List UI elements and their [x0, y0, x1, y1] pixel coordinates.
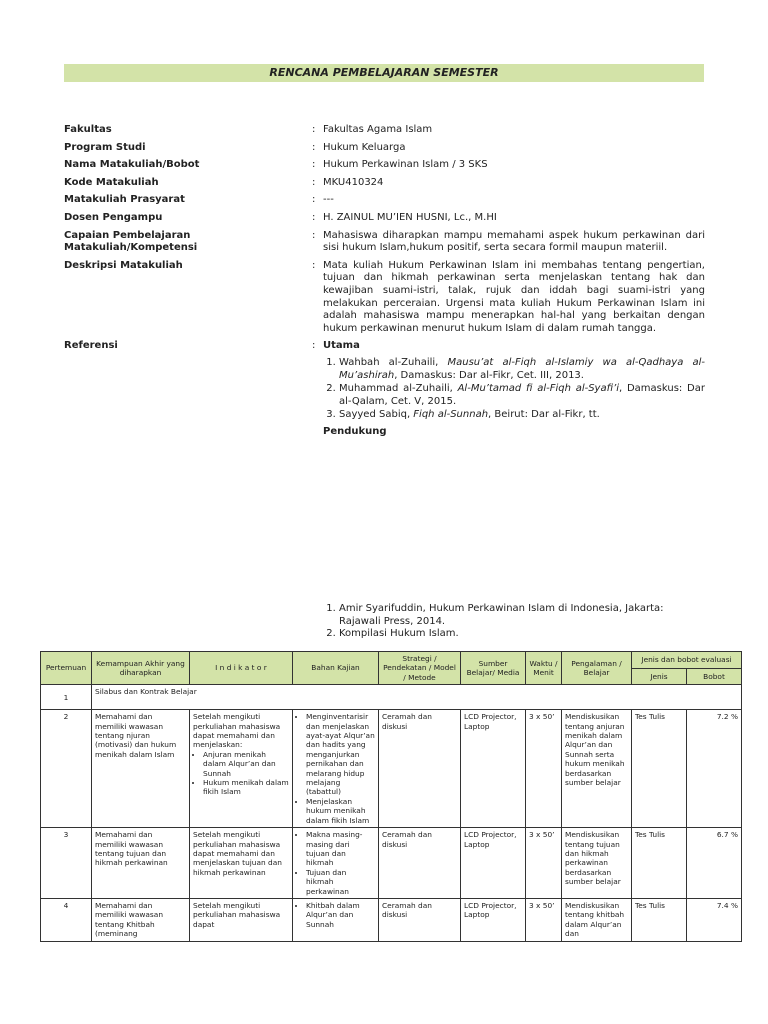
info-label: Fakultas [64, 124, 112, 135]
cell-pertemuan: 1 [41, 685, 92, 710]
bahan-list [296, 901, 375, 929]
header-kemampuan: Kemampuan Akhir yang diharapkan [92, 652, 190, 685]
info-colon: : [312, 124, 316, 135]
info-row-kode [64, 177, 705, 190]
indikator-intro: Setelah mengikuti perkuliahan mahasiswa dapat memahami dan menjelaskan: [193, 712, 281, 750]
cell-jenis: Tes Tulis [632, 710, 687, 828]
cell-sumber: LCD Projector, Laptop [461, 710, 526, 828]
info-label: Dosen Pengampu [64, 211, 163, 223]
info-label: Kode Matakuliah [64, 176, 159, 188]
info-row-referensi [64, 340, 705, 438]
rps-table [40, 651, 742, 942]
table-row [41, 898, 742, 941]
info-colon: : [312, 340, 316, 352]
header-jenis: Jenis [632, 668, 687, 685]
info-row-dosen [64, 212, 705, 225]
info-value: MKU410324 [323, 176, 384, 188]
cell-bahan [293, 828, 379, 899]
info-colon: : [312, 176, 316, 188]
list-item: • Anjuran menikah dalam Alqur’an dan Sunnah [203, 750, 289, 778]
info-colon: : [312, 211, 316, 223]
info-value: Hukum Perkawinan Islam / 3 SKS [323, 159, 488, 171]
info-colon: : [312, 159, 316, 171]
header-waktu: Waktu / Menit [526, 652, 562, 685]
info-colon: : [312, 229, 316, 241]
list-item: • Khitbah dalam Alqur’an dan Sunnah [306, 901, 375, 929]
header-bahan: Bahan Kajian [293, 652, 379, 685]
cell-sumber: LCD Projector, Laptop [461, 828, 526, 899]
cell-kemampuan: Memahami dan memiliki wawasan tentang njuran (motivasi) dan hukum menikah dalam Islam [92, 710, 190, 828]
ref-author: Sayyed Sabiq, [339, 409, 414, 421]
referensi-utama-heading: Utama [323, 340, 360, 352]
info-colon: : [312, 194, 316, 206]
ref-publisher: , Damaskus: Dar al-Qalam, Cet. V, 2015. [339, 383, 705, 407]
cell-waktu: 3 x 50’ [526, 828, 562, 899]
header-indikator: I n d i k a t o r [190, 652, 293, 685]
list-item [339, 383, 705, 408]
info-label: Capaian Pembelajaran Matakuliah/Kompetensi [64, 229, 198, 254]
ref-title: Mausu’at al-Fiqh al-Islamiy wa al-Qadhaya al-Mu’ashirah [339, 356, 705, 381]
list-item [339, 357, 705, 382]
table-header-row [41, 652, 742, 669]
info-label: Program Studi [64, 141, 146, 153]
header-bobot: Bobot [687, 668, 742, 685]
cell-indikator: Setelah mengikuti perkuliahan mahasiswa dapat [190, 898, 293, 941]
list-item: • Tujuan dan hikmah perkawinan [306, 868, 375, 896]
ref-author: Muhammad al-Zuhaili, [339, 383, 458, 395]
ref-author: Wahbah al-Zuhaili, [339, 356, 448, 368]
cell-bobot: 7.2 % [687, 710, 742, 828]
info-colon: : [312, 141, 316, 153]
cell-bahan [293, 710, 379, 828]
list-item: 2. Kompilasi Hukum Islam. [339, 628, 705, 641]
list-item: • Menjelaskan hukum menikah dalam fikih Islam [306, 797, 375, 825]
list-item: • Menginventarisir dan menjelaskan ayat-ayat Alqur’an dan hadits yang menganjurkan pernikahan dan melarang hidup melajang (tabattul) [306, 712, 375, 797]
cell-pengalaman: Mendiskusikan tentang anjuran menikah dalam Alqur’an dan Sunnah serta hukum menikah berdasarkan sumber belajar [562, 710, 632, 828]
cell-indikator [190, 710, 293, 828]
bahan-list [296, 712, 375, 825]
cell-bahan [293, 898, 379, 941]
cell-pengalaman: Mendiskusikan tentang khitbah dalam Alqur’an dan [562, 898, 632, 941]
cell-pertemuan: 2 [41, 710, 92, 828]
cell-strategi: Ceramah dan diskusi [379, 898, 461, 941]
info-value: H. ZAINUL MU’IEN HUSNI, Lc., M.HI [323, 211, 497, 223]
cell-pengalaman: Mendiskusikan tentang tujuan dan hikmah perkawinan berdasarkan sumber belajar [562, 828, 632, 899]
indikator-list [193, 750, 289, 797]
cell-bobot: 7.4 % [687, 898, 742, 941]
info-value: Hukum Keluarga [323, 141, 406, 153]
info-row-program-studi [64, 142, 705, 155]
list-item: 1. Amir Syarifuddin, Hukum Perkawinan Islam di Indonesia, Jakarta: Rajawali Press, 2014. [339, 603, 705, 628]
cell-bobot: 6.7 % [687, 828, 742, 899]
table-row [41, 828, 742, 899]
info-label: Referensi [64, 340, 118, 352]
info-value: Mahasiswa diharapkan mampu memahami aspek hukum perkawinan dari sisi hukum Islam,hukum positif, serta secara formil maupun materiil. [323, 229, 705, 254]
header-sumber: Sumber Belajar/ Media [461, 652, 526, 685]
ref-publisher: , Beirut: Dar al-Fikr, tt. [488, 409, 600, 421]
bahan-list [296, 830, 375, 896]
cell-sumber: LCD Projector, Laptop [461, 898, 526, 941]
table-row [41, 710, 742, 828]
cell-waktu: 3 x 50’ [526, 898, 562, 941]
referensi-pendukung-list [323, 603, 705, 641]
table-row [41, 685, 742, 710]
ref-publisher: , Damaskus: Dar al-Fikr, Cet. III, 2013. [394, 369, 584, 381]
referensi-pendukung [323, 603, 705, 641]
cell-strategi: Ceramah dan diskusi [379, 828, 461, 899]
info-value: Fakultas Agama Islam [323, 124, 433, 135]
course-info [64, 124, 705, 443]
info-row-nama-matakuliah [64, 159, 705, 172]
referensi-pendukung-heading: Pendukung [323, 425, 387, 437]
cell-jenis: Tes Tulis [632, 898, 687, 941]
cell-indikator: Setelah mengikuti perkuliahan mahasiswa dapat memahami dan menjelaskan tujuan dan hikmah perkawinan [190, 828, 293, 899]
ref-title: Fiqh al-Sunnah [413, 409, 489, 421]
info-label: Nama Matakuliah/Bobot [64, 159, 200, 171]
cell-kemampuan: Memahami dan memiliki wawasan tentang tujuan dan hikmah perkawinan [92, 828, 190, 899]
referensi-utama-list [323, 357, 705, 422]
list-item: • Hukum menikah dalam fikih Islam [203, 778, 289, 797]
info-row-deskripsi [64, 260, 705, 336]
info-value: --- [323, 194, 334, 206]
cell-jenis: Tes Tulis [632, 828, 687, 899]
ref-title: Al-Mu’tamad fi al-Fiqh al-Syafi’i [457, 383, 620, 395]
cell-strategi: Ceramah dan diskusi [379, 710, 461, 828]
info-label: Deskripsi Matakuliah [64, 259, 183, 271]
cell-pertemuan: 3 [41, 828, 92, 899]
header-pengalaman: Pengalaman / Belajar [562, 652, 632, 685]
referensi-value [323, 340, 705, 438]
cell-kemampuan: Memahami dan memiliki wawasan tentang Khitbah (meminang [92, 898, 190, 941]
info-label: Matakuliah Prasyarat [64, 194, 185, 206]
list-item: • Makna masing-masing dari tujuan dan hikmah [306, 830, 375, 868]
info-colon: : [312, 259, 316, 271]
info-row-capaian [64, 230, 705, 255]
header-pertemuan: Pertemuan [41, 652, 92, 685]
info-row-prasyarat [64, 194, 705, 207]
info-row-fakultas [64, 124, 705, 137]
header-strategi: Strategi / Pendekatan / Model / Metode [379, 652, 461, 685]
cell-pertemuan: 4 [41, 898, 92, 941]
cell-waktu: 3 x 50’ [526, 710, 562, 828]
document-title: RENCANA PEMBELAJARAN SEMESTER [64, 64, 704, 82]
list-item [339, 409, 705, 422]
info-value: Mata kuliah Hukum Perkawinan Islam ini membahas tentang pengertian, tujuan dan hikmah perkawinan serta menjelaskan tentang hak dan kewajiban suami-istri, talak, rujuk dan iddah bagi suami-istri yang melakukan perceraian. Urgensi mata kuliah Hukum Perkawinan Islam ini adalah mahasiswa mampu menerapkan hal-hal yang berkaitan dengan hukum perkawinan menurut hukum Islam di dalam rumah tangga. [323, 259, 705, 334]
header-jenis-bobot: Jenis dan bobot evaluasi [632, 652, 742, 669]
cell-silabus: Silabus dan Kontrak Belajar [92, 685, 742, 710]
